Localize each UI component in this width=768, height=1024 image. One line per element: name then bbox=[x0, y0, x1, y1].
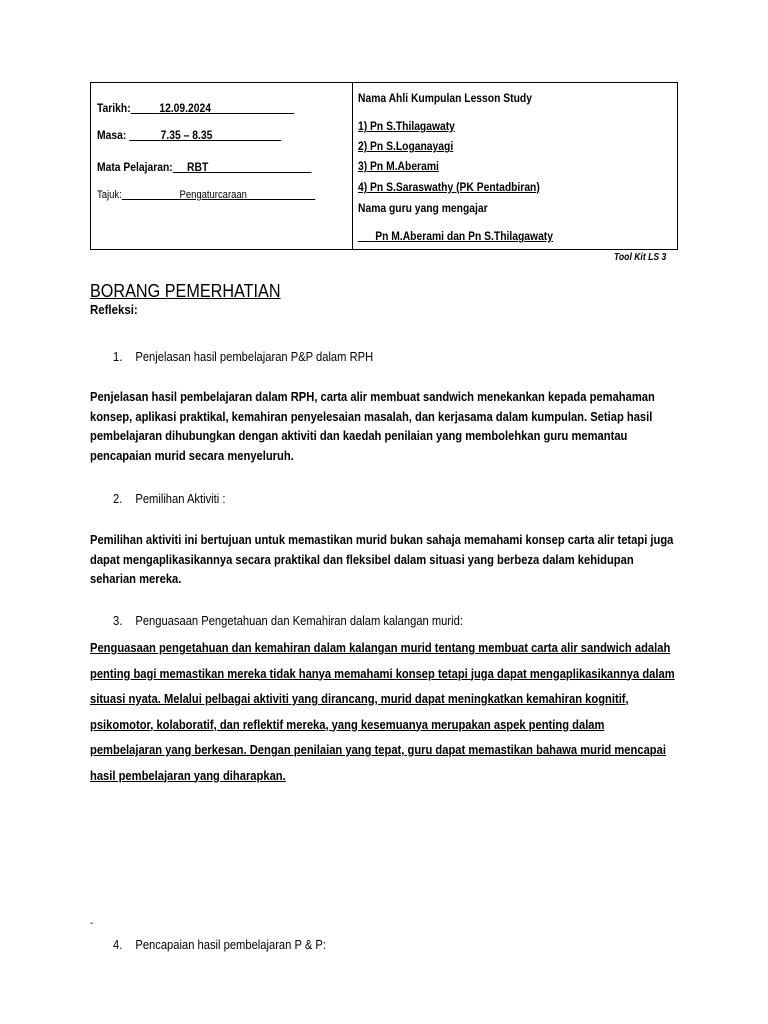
page-title: BORANG PEMERHATIAN bbox=[90, 281, 281, 301]
item-label: Pemilihan Aktiviti : bbox=[135, 491, 226, 506]
dash-mark: - bbox=[90, 918, 94, 929]
tarikh-row bbox=[97, 99, 307, 115]
paragraph-3: Penguasaan pengetahuan dan kemahiran dalam kalangan murid tentang membuat carta alir sandwich adalah penting bagi memastikan mereka tidak hanya memahami konsep tetapi juga dapat mengaplikasikannya dalam situasi nyata. Melalui pelbagai aktiviti yang dirancang, murid dapat meningkatkan kemahiran kognitif, psikomotor, kolaboratif, dan reflektif mereka, yang kesemuanya merupakan aspek penting dalam pembelajaran yang berkesan. Dengan penilaian yang tepat, guru dapat memastikan bahawa murid mencapai hasil pembelajaran yang diharapkan. bbox=[90, 640, 675, 783]
table-column-divider bbox=[352, 83, 353, 249]
member-3: 3) Pn M.Aberami bbox=[358, 159, 439, 173]
item-number: 2. bbox=[113, 491, 123, 506]
item-4 bbox=[113, 937, 326, 952]
mata-pelajaran-label: Mata Pelajaran: bbox=[97, 160, 173, 174]
guru-value: Pn M.Aberami dan Pn S.Thilagawaty bbox=[375, 229, 553, 243]
masa-row bbox=[97, 128, 305, 142]
mata-pelajaran-value: RBT bbox=[187, 160, 209, 174]
item-number: 4. bbox=[113, 937, 123, 952]
tajuk-label: Tajuk: bbox=[97, 189, 122, 201]
item-label: Penguasaan Pengetahuan dan Kemahiran dalam kalangan murid: bbox=[135, 613, 463, 628]
header-table bbox=[90, 82, 678, 250]
guru-heading: Nama guru yang mengajar bbox=[358, 201, 488, 215]
masa-value: 7.35 – 8.35 bbox=[160, 128, 213, 142]
item-number: 3. bbox=[113, 613, 123, 628]
item-label: Pencapaian hasil pembelajaran P & P: bbox=[135, 937, 326, 952]
tajuk-value: Pengaturcaraan bbox=[179, 189, 247, 201]
member-1: 1) Pn S.Thilagawaty bbox=[358, 119, 455, 133]
item-2 bbox=[113, 491, 225, 506]
item-1 bbox=[113, 349, 373, 364]
item-label: Penjelasan hasil pembelajaran P&P dalam RPH bbox=[135, 349, 374, 364]
paragraph-2: Pemilihan aktiviti ini bertujuan untuk memastikan murid bukan sahaja memahami konsep carta alir tetapi juga dapat mengaplikasikannya secara praktikal dan fleksibel dalam situasi yang berbeza dalam kehidupan seharian mereka. bbox=[90, 532, 674, 586]
subtitle: Refleksi: bbox=[90, 302, 138, 317]
masa-label: Masa: bbox=[97, 128, 130, 142]
paragraph-1: Penjelasan hasil pembelajaran dalam RPH, carta alir membuat sandwich menekankan kepada pemahaman konsep, aplikasi praktikal, kemahiran penyelesaian masalah, dan kerjasama dalam kumpulan. Setiap hasil pembelajaran dihubungkan dengan aktiviti dan kaedah penilaian yang membolehkan guru memantau pencapaian murid secara menyeluruh. bbox=[90, 389, 655, 463]
member-2: 2) Pn S.Loganayagi bbox=[358, 139, 454, 153]
kumpulan-heading: Nama Ahli Kumpulan Lesson Study bbox=[358, 91, 532, 105]
guru-value-row bbox=[358, 229, 659, 243]
item-number: 1. bbox=[113, 349, 123, 364]
tarikh-label: Tarikh: bbox=[97, 101, 131, 115]
mata-pelajaran-row bbox=[97, 160, 328, 174]
member-4: 4) Pn S.Saraswathy (PK Pentadbiran) bbox=[358, 180, 540, 194]
tajuk-row bbox=[97, 189, 341, 201]
item-3 bbox=[113, 613, 463, 628]
toolkit-label: Tool Kit LS 3 bbox=[614, 252, 667, 263]
tarikh-value: 12.09.2024 bbox=[159, 101, 211, 115]
